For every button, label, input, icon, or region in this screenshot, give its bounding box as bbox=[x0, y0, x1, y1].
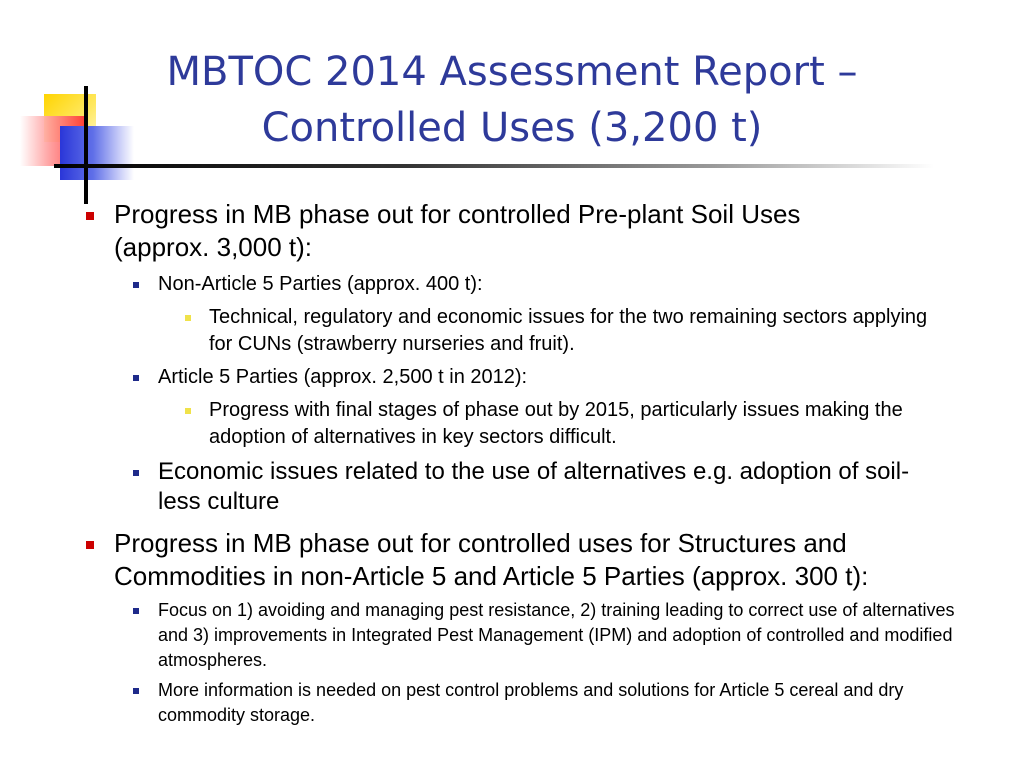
bullet-square-icon bbox=[133, 470, 139, 476]
bullet-square-icon bbox=[133, 282, 139, 288]
list-item-cun-issues bbox=[209, 304, 954, 358]
bullet-square-icon bbox=[86, 212, 94, 220]
bullet-square-icon bbox=[133, 688, 139, 694]
slide-title bbox=[100, 44, 924, 156]
list-item-more-information bbox=[158, 678, 958, 728]
title-line-1: MBTOC 2014 Assessment Report – bbox=[166, 49, 858, 95]
vertical-rule bbox=[84, 86, 88, 204]
list-item-economic-issues bbox=[158, 457, 938, 517]
bullet-square-icon bbox=[133, 608, 139, 614]
list-item-text: Progress in MB phase out for controlled Pre-plant Soil Uses (approx. 3,000 t): bbox=[114, 199, 801, 262]
bullet-square-icon bbox=[185, 408, 191, 414]
list-item-text: Technical, regulatory and economic issues for the two remaining sectors applying for CUNs (strawberry nurseries and fruit). bbox=[209, 306, 928, 355]
list-item-phase-out-progress bbox=[209, 397, 909, 451]
title-line-2: Controlled Uses (3,200 t) bbox=[261, 105, 763, 151]
list-item-text: Economic issues related to the use of alternatives e.g. adoption of soil-less culture bbox=[158, 458, 910, 515]
title-underline bbox=[54, 164, 934, 168]
list-item-text: Progress in MB phase out for controlled uses for Structures and Commodities in non-Article 5 and Article 5 Parties (approx. 300 t): bbox=[114, 528, 869, 591]
bullet-square-icon bbox=[86, 541, 94, 549]
list-item-text: Progress with final stages of phase out by 2015, particularly issues making the adoption of alternatives in key sectors difficult. bbox=[209, 399, 903, 448]
list-item-text: Non-Article 5 Parties (approx. 400 t): bbox=[158, 273, 483, 295]
bullet-square-icon bbox=[185, 315, 191, 321]
list-item-article5 bbox=[158, 364, 938, 390]
list-item-focus bbox=[158, 598, 958, 673]
bullet-square-icon bbox=[133, 375, 139, 381]
list-item-structures-commodities bbox=[114, 527, 964, 593]
list-item-soil-uses bbox=[114, 198, 894, 264]
list-item-text: Focus on 1) avoiding and managing pest resistance, 2) training leading to correct use of alternatives and 3) improvements in Integrated Pest Management (IPM) and adoption of controlled and modified atmospheres. bbox=[158, 600, 955, 670]
list-item-non-article5 bbox=[158, 271, 938, 297]
list-item-text: Article 5 Parties (approx. 2,500 t in 2012): bbox=[158, 366, 528, 388]
list-item-text: More information is needed on pest control problems and solutions for Article 5 cereal and dry commodity storage. bbox=[158, 680, 904, 725]
